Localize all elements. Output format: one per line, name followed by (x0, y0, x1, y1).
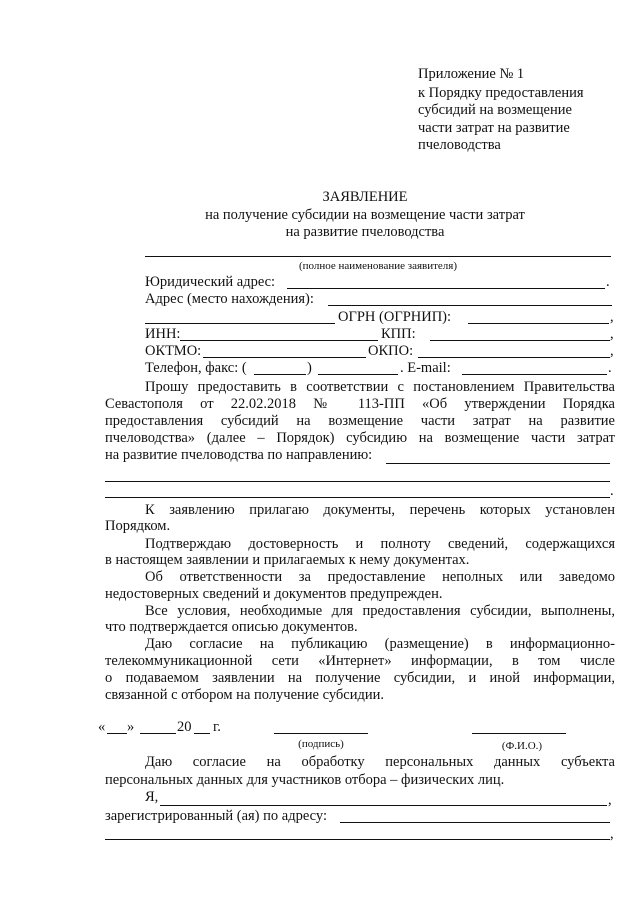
p6-line-2: телекоммуникационной сети «Интернет» информации, в том числе (105, 653, 615, 669)
date-year-suffix: г. (213, 719, 221, 735)
registered-address-field[interactable] (340, 822, 610, 823)
p6-line-4: связанной с отбором на получение субсидии. (105, 687, 385, 703)
applicant-name-line[interactable] (145, 256, 611, 257)
p5-line-1: Все условия, необходимые для предоставления субсидии, выполнены, (145, 603, 615, 619)
consent-ya-label: Я, (145, 789, 159, 805)
location-address-field[interactable] (328, 305, 612, 306)
p1-line-5: на развитие пчеловодства по направлению: (105, 447, 373, 463)
legal-address-label: Юридический адрес: (145, 274, 276, 290)
signature-field[interactable] (274, 733, 368, 734)
phone-number-field[interactable] (318, 374, 398, 375)
okpo-field[interactable] (418, 357, 610, 358)
p5-line-2: что подтверждается описью документов. (105, 619, 358, 635)
phone-label: Телефон, факс: ( (145, 360, 247, 376)
registered-address-field-2[interactable] (105, 839, 610, 840)
p4-line-2: недостоверных сведений и документов предупрежден. (105, 586, 443, 602)
applicant-name-caption: (полное наименование заявителя) (298, 260, 458, 272)
direction-field-2[interactable] (105, 481, 610, 482)
p1-line-2: Севастополя от 22.02.2018 № 113-ПП «Об утверждении Порядка (105, 396, 615, 412)
document-subtitle-1: на получение субсидии на возмещение части затрат (205, 207, 525, 223)
oktmo-field[interactable] (203, 357, 366, 358)
date-month-field[interactable] (140, 733, 176, 734)
date-year-field[interactable] (194, 733, 210, 734)
fio-field[interactable] (472, 733, 566, 734)
appendix-line-3: субсидий на возмещение (418, 102, 572, 118)
signature-caption: (подпись) (298, 738, 344, 750)
date-day-field[interactable] (107, 733, 127, 734)
date-close-quote: » (127, 719, 135, 735)
okpo-label: ОКПО: (368, 343, 414, 359)
p6-line-3: о подаваемом заявлении на получение субсидии, и иной информации, (105, 670, 615, 686)
consent-line-2: персональных данных для участников отбора – физических лиц. (105, 772, 505, 788)
p4-line-1: Об ответственности за предоставление неполных или заведомо (145, 569, 615, 585)
punct-comma-5: , (610, 826, 614, 842)
email-field[interactable] (462, 374, 607, 375)
punct-dot-2: . (608, 360, 612, 376)
legal-address-field[interactable] (287, 288, 605, 289)
document-subtitle-2: на развитие пчеловодства (285, 224, 445, 240)
location-address-label: Адрес (место нахождения): (145, 291, 314, 307)
p1-line-1: Прошу предоставить в соответствии с постановлением Правительства (145, 379, 615, 395)
fio-caption: (Ф.И.О.) (501, 740, 543, 752)
kpp-label: КПП: (381, 326, 416, 342)
direction-field[interactable] (386, 463, 610, 464)
document-title: ЗАЯВЛЕНИЕ (322, 189, 408, 205)
punct-dot-3: . (610, 483, 614, 499)
p2-line-1: К заявлению прилагаю документы, перечень которых установлен (145, 502, 615, 518)
p2-line-2: Порядком. (105, 518, 171, 534)
date-open-quote: « (98, 719, 106, 735)
p1-line-4: пчеловодства» (далее – Порядок) субсидию на возмещение части затрат (105, 430, 615, 446)
punct-dot-1: . (606, 274, 610, 290)
phone-code-field[interactable] (254, 374, 306, 375)
appendix-line-4: части затрат на развитие (418, 120, 570, 136)
registered-address-label: зарегистрированный (ая) по адресу: (105, 808, 327, 824)
p3-line-1: Подтверждаю достоверность и полноту сведений, содержащихся (145, 536, 615, 552)
phone-paren: ) (307, 360, 312, 376)
appendix-line-2: к Порядку предоставления (418, 85, 584, 101)
direction-field-3[interactable] (105, 497, 610, 498)
p6-line-1: Даю согласие на публикацию (размещение) в информационно- (145, 636, 615, 652)
appendix-line-5: пчеловодства (418, 137, 501, 153)
ogrn-field[interactable] (468, 323, 609, 324)
kpp-field[interactable] (430, 340, 610, 341)
consent-line-1: Даю согласие на обработку персональных данных субъекта (145, 754, 615, 770)
inn-field[interactable] (180, 340, 378, 341)
punct-comma-1: , (610, 309, 614, 325)
email-label: . E-mail: (400, 360, 451, 376)
punct-comma-3: , (610, 343, 614, 359)
p3-line-2: в настоящем заявлении и прилагаемых к нему документах. (105, 552, 470, 568)
address-continuation-field[interactable] (145, 323, 335, 324)
punct-comma-4: , (608, 792, 612, 808)
inn-label: ИНН: (145, 326, 181, 342)
oktmo-label: ОКТМО: (145, 343, 202, 359)
punct-comma-2: , (610, 326, 614, 342)
p1-line-3: предоставления субсидий на возмещение части затрат на развитие (105, 413, 615, 429)
ogrn-label: ОГРН (ОГРНИП): (338, 309, 452, 325)
appendix-line-1: Приложение № 1 (418, 66, 525, 82)
date-year-prefix: 20 (177, 719, 192, 735)
consent-name-field[interactable] (160, 805, 607, 806)
